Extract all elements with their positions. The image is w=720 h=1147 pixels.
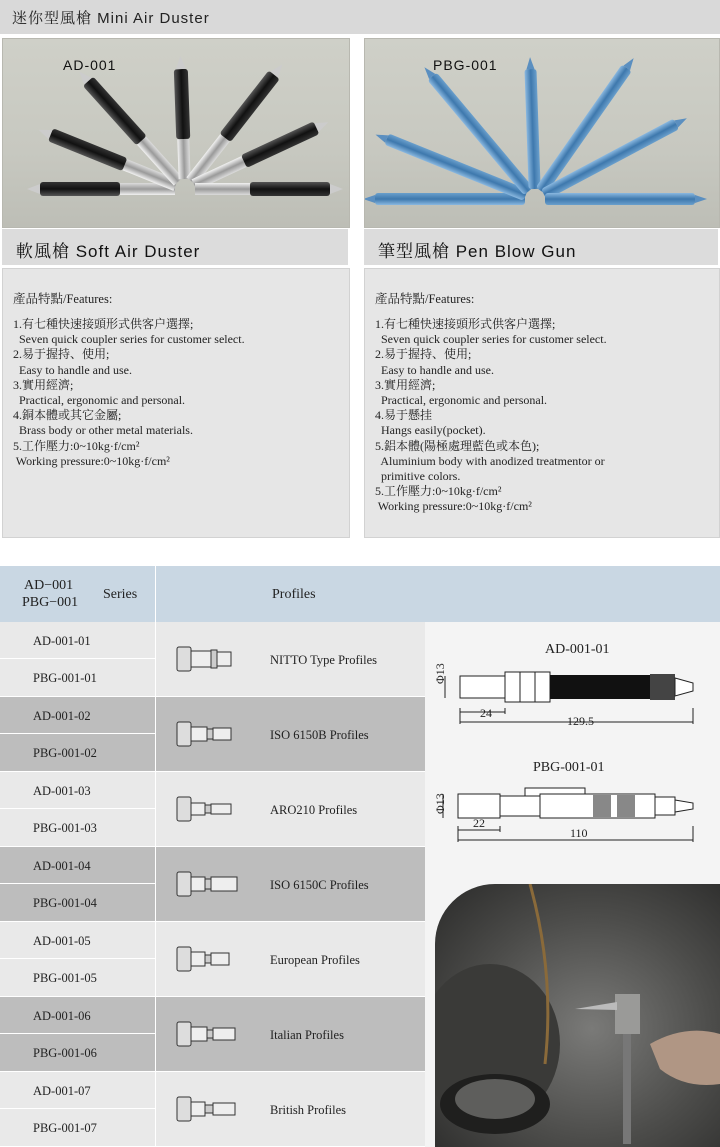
feature-line: Hangs easily(pocket). xyxy=(375,423,486,438)
photo-soft-air-duster xyxy=(2,38,350,228)
row-divider xyxy=(0,958,155,959)
feature-line: Easy to handle and use. xyxy=(375,362,494,377)
features-left-panel xyxy=(2,268,350,538)
ad-dim-short: 24 xyxy=(480,706,492,720)
coupler-profile-icon xyxy=(175,719,235,754)
ad-dia-label: Φ13 xyxy=(433,663,447,684)
subheader-soft-air-duster xyxy=(2,229,348,265)
row-divider xyxy=(0,658,155,659)
row-divider xyxy=(0,1033,155,1034)
table-row xyxy=(0,622,425,696)
pbg-series-code: PBG-001-02 xyxy=(33,746,97,760)
photo-label-pbg: PBG-001 xyxy=(433,57,498,73)
feature-line: 4.易于懸挂 xyxy=(375,408,433,423)
series-header-cell xyxy=(0,566,156,622)
feature-line: 5.工作壓力:0~10kg·f/cm² xyxy=(13,438,140,453)
column-divider xyxy=(155,697,156,771)
ad-series-code: AD-001-05 xyxy=(33,934,91,948)
workshop-photo xyxy=(435,884,720,1147)
table-row xyxy=(0,1072,425,1146)
ad-series-code: AD-001-03 xyxy=(33,784,91,798)
pbg-dim-long: 110 xyxy=(570,826,588,840)
ad-series-code: AD-001-01 xyxy=(33,634,91,648)
feature-line: 2.易于握持、使用; xyxy=(13,347,110,362)
drawings-panel xyxy=(425,622,720,1147)
row-divider xyxy=(0,883,155,884)
column-divider xyxy=(155,997,156,1071)
subheader-left-label: 軟風槍 Soft Air Duster xyxy=(16,242,201,261)
feature-line: 5.鋁本體(陽極處理藍色或本色); xyxy=(375,438,540,453)
header-band xyxy=(0,0,720,34)
features-left-title: 產品特點/Features: xyxy=(13,292,113,306)
series-head-ad: AD−001 xyxy=(24,578,74,593)
coupler-profile-icon xyxy=(175,869,241,904)
feature-line: 2.易于握持、使用; xyxy=(375,347,472,362)
pbg-dia-label: Φ13 xyxy=(433,793,447,814)
pbg-series-code: PBG-001-05 xyxy=(33,971,97,985)
profile-name: Italian Profiles xyxy=(270,1028,344,1042)
pbg-dim-short: 22 xyxy=(473,816,485,830)
series-head-word: Series xyxy=(103,587,138,602)
feature-line: Practical, ergonomic and personal. xyxy=(375,393,548,408)
ad-series-code: AD-001-02 xyxy=(33,709,91,723)
feature-line: Seven quick coupler series for customer select. xyxy=(375,332,607,347)
row-divider xyxy=(0,733,155,734)
ad-technical-drawing xyxy=(425,662,720,742)
feature-line: Easy to handle and use. xyxy=(13,362,132,377)
features-right-list xyxy=(375,317,607,515)
feature-line: Seven quick coupler series for customer select. xyxy=(13,332,245,347)
table-row xyxy=(0,997,425,1071)
column-divider xyxy=(155,1072,156,1146)
ad-series-code: AD-001-07 xyxy=(33,1084,91,1098)
profile-name: European Profiles xyxy=(270,953,360,967)
feature-line: primitive colors. xyxy=(375,469,461,484)
coupler-profile-icon xyxy=(175,1094,241,1129)
photo-pen-blow-gun xyxy=(364,38,720,228)
feature-line: 4.銅本體或其它金屬; xyxy=(13,408,122,423)
drawing-title-ad: AD-001-01 xyxy=(545,642,610,657)
feature-line: 5.工作壓力:0~10kg·f/cm² xyxy=(375,484,502,499)
profiles-head: Profiles xyxy=(272,587,316,602)
profile-name: ISO 6150B Profiles xyxy=(270,728,369,742)
coupler-profile-icon xyxy=(175,794,235,829)
row-divider xyxy=(0,808,155,809)
profile-name: British Profiles xyxy=(270,1103,347,1117)
table-row xyxy=(0,847,425,921)
coupler-profile-icon xyxy=(175,1019,241,1054)
soft-duster-fan-image xyxy=(3,39,349,227)
features-right-title: 產品特點/Features: xyxy=(375,292,475,306)
coupler-profile-icon xyxy=(175,944,235,979)
profile-name: ISO 6150C Profiles xyxy=(270,878,369,892)
table-row xyxy=(0,772,425,846)
column-divider xyxy=(155,922,156,996)
feature-line: 1.有七種快速接頭形式供客户選擇; xyxy=(375,317,556,331)
profile-name: NITTO Type Profiles xyxy=(270,653,377,667)
feature-line: Practical, ergonomic and personal. xyxy=(13,393,186,408)
pbg-series-code: PBG-001-03 xyxy=(33,821,97,835)
photo-label-ad: AD-001 xyxy=(63,57,117,73)
column-divider xyxy=(155,847,156,921)
feature-line: 3.實用經濟; xyxy=(13,377,74,392)
pbg-series-code: PBG-001-01 xyxy=(33,671,97,685)
features-right-panel xyxy=(364,268,720,538)
ad-dim-long: 129.5 xyxy=(567,714,594,728)
pen-gun-fan-image xyxy=(365,39,719,227)
subheader-pen-blow-gun xyxy=(364,229,718,265)
pbg-series-code: PBG-001-07 xyxy=(33,1121,97,1135)
series-head-pbg: PBG−001 xyxy=(22,595,79,610)
table-row xyxy=(0,922,425,996)
feature-line: Working pressure:0~10kg·f/cm² xyxy=(13,453,170,468)
features-left-list xyxy=(13,317,245,469)
feature-line: Working pressure:0~10kg·f/cm² xyxy=(375,499,532,514)
ad-series-code: AD-001-06 xyxy=(33,1009,91,1023)
row-divider xyxy=(0,1108,155,1109)
feature-line: 1.有七種快速接頭形式供客户選擇; xyxy=(13,317,194,331)
column-divider xyxy=(155,772,156,846)
feature-line: Aluminium body with anodized treatmentor or xyxy=(375,453,605,468)
pbg-series-code: PBG-001-04 xyxy=(33,896,97,910)
pbg-technical-drawing xyxy=(425,780,720,860)
profile-name: ARO210 Profiles xyxy=(270,803,358,817)
feature-line: Brass body or other metal materials. xyxy=(13,423,193,438)
pbg-series-code: PBG-001-06 xyxy=(33,1046,97,1060)
ad-series-code: AD-001-04 xyxy=(33,859,91,873)
coupler-profile-icon xyxy=(175,644,235,679)
table-row xyxy=(0,697,425,771)
page-title: 迷你型風槍 Mini Air Duster xyxy=(12,10,210,27)
subheader-right-label: 筆型風槍 Pen Blow Gun xyxy=(378,242,577,261)
feature-line: 3.實用經濟; xyxy=(375,377,436,392)
column-divider xyxy=(155,622,156,696)
drawing-title-pbg: PBG-001-01 xyxy=(533,760,605,775)
